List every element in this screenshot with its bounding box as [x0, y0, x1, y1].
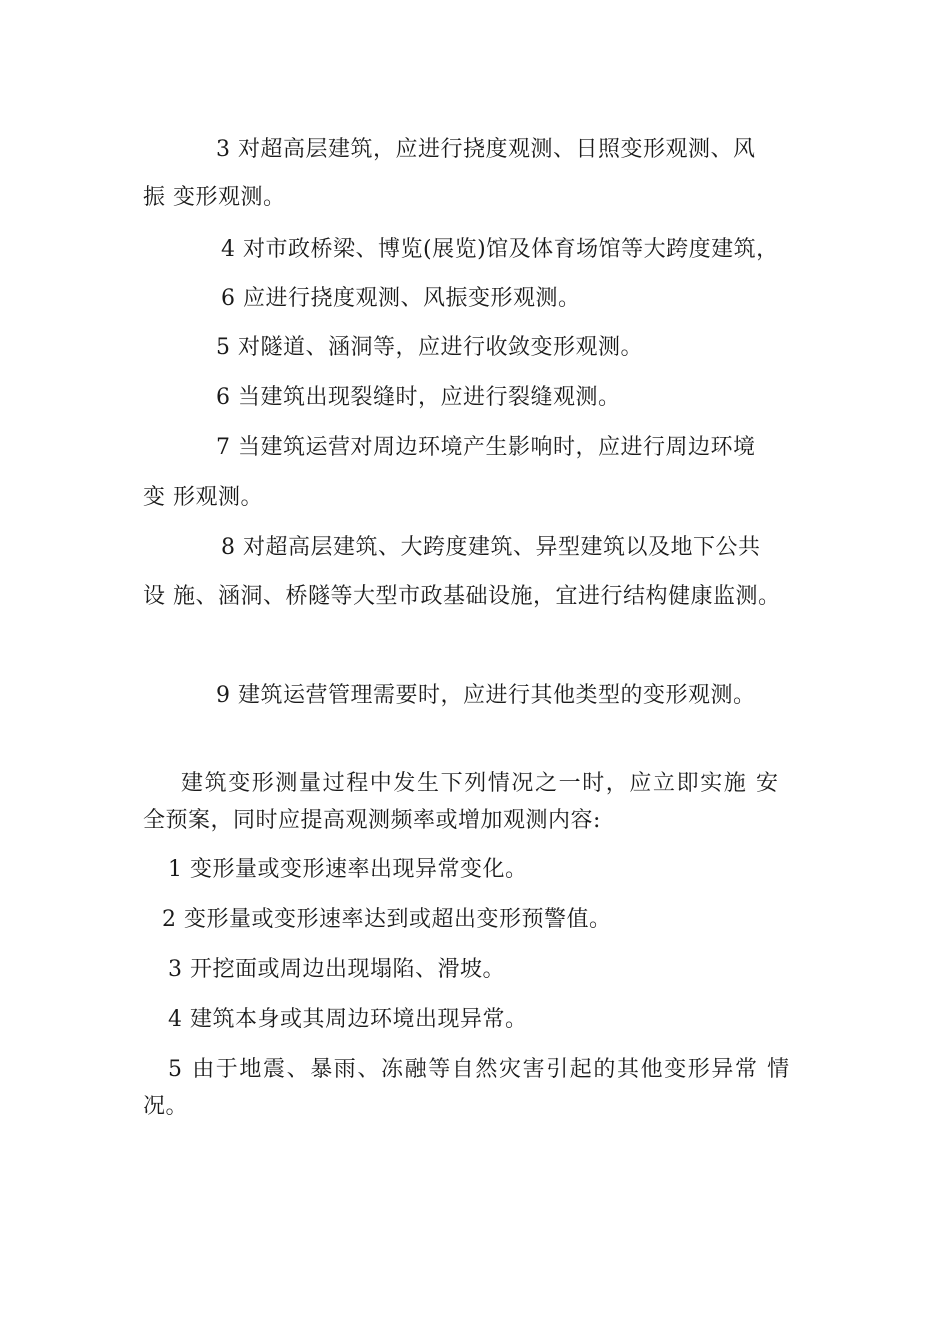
item-8-line-2: 设 施、涵洞、桥隧等大型市政基础设施，宜进行结构健康监测。: [143, 584, 781, 609]
item-7-line-2: 变 形观测。: [143, 485, 263, 510]
intro-line-2: 全预案，同时应提高观测频率或增加观测内容:: [143, 808, 601, 833]
item-9-line-1: 9 建筑运营管理需要时，应进行其他类型的变形观测。: [216, 683, 756, 708]
condition-5-line-1: 5 由于地震、暴雨、冻融等自然灾害引起的其他变形异常 情: [168, 1057, 791, 1082]
item-6b-line-1: 6 当建筑出现裂缝时，应进行裂缝观测。: [216, 385, 621, 410]
item-3-line-2: 振 变形观测。: [143, 185, 286, 210]
item-3-line-1: 3 对超高层建筑，应进行挠度观测、日照变形观测、风: [216, 137, 756, 162]
condition-4: 4 建筑本身或其周边环境出现异常。: [168, 1007, 528, 1032]
item-8-line-1: 8 对超高层建筑、大跨度建筑、异型建筑以及地下公共: [221, 535, 761, 560]
item-6a-line-1: 6 应进行挠度观测、风振变形观测。: [221, 286, 581, 311]
condition-5-line-2: 况。: [143, 1094, 189, 1119]
item-5-line-1: 5 对隧道、涵洞等，应进行收敛变形观测。: [216, 335, 643, 360]
condition-2: 2 变形量或变形速率达到或超出变形预警值。: [162, 907, 612, 932]
item-7-line-1: 7 当建筑运营对周边环境产生影响时，应进行周边环境: [216, 435, 756, 460]
condition-1: 1 变形量或变形速率出现异常变化。: [168, 857, 528, 882]
intro-line-1: 建筑变形测量过程中发生下列情况之一时，应立即实施 安: [181, 771, 780, 796]
item-4-line-1: 4 对市政桥梁、博览(展览)馆及体育场馆等大跨度建筑，: [221, 237, 779, 262]
condition-3: 3 开挖面或周边出现塌陷、滑坡。: [168, 957, 505, 982]
